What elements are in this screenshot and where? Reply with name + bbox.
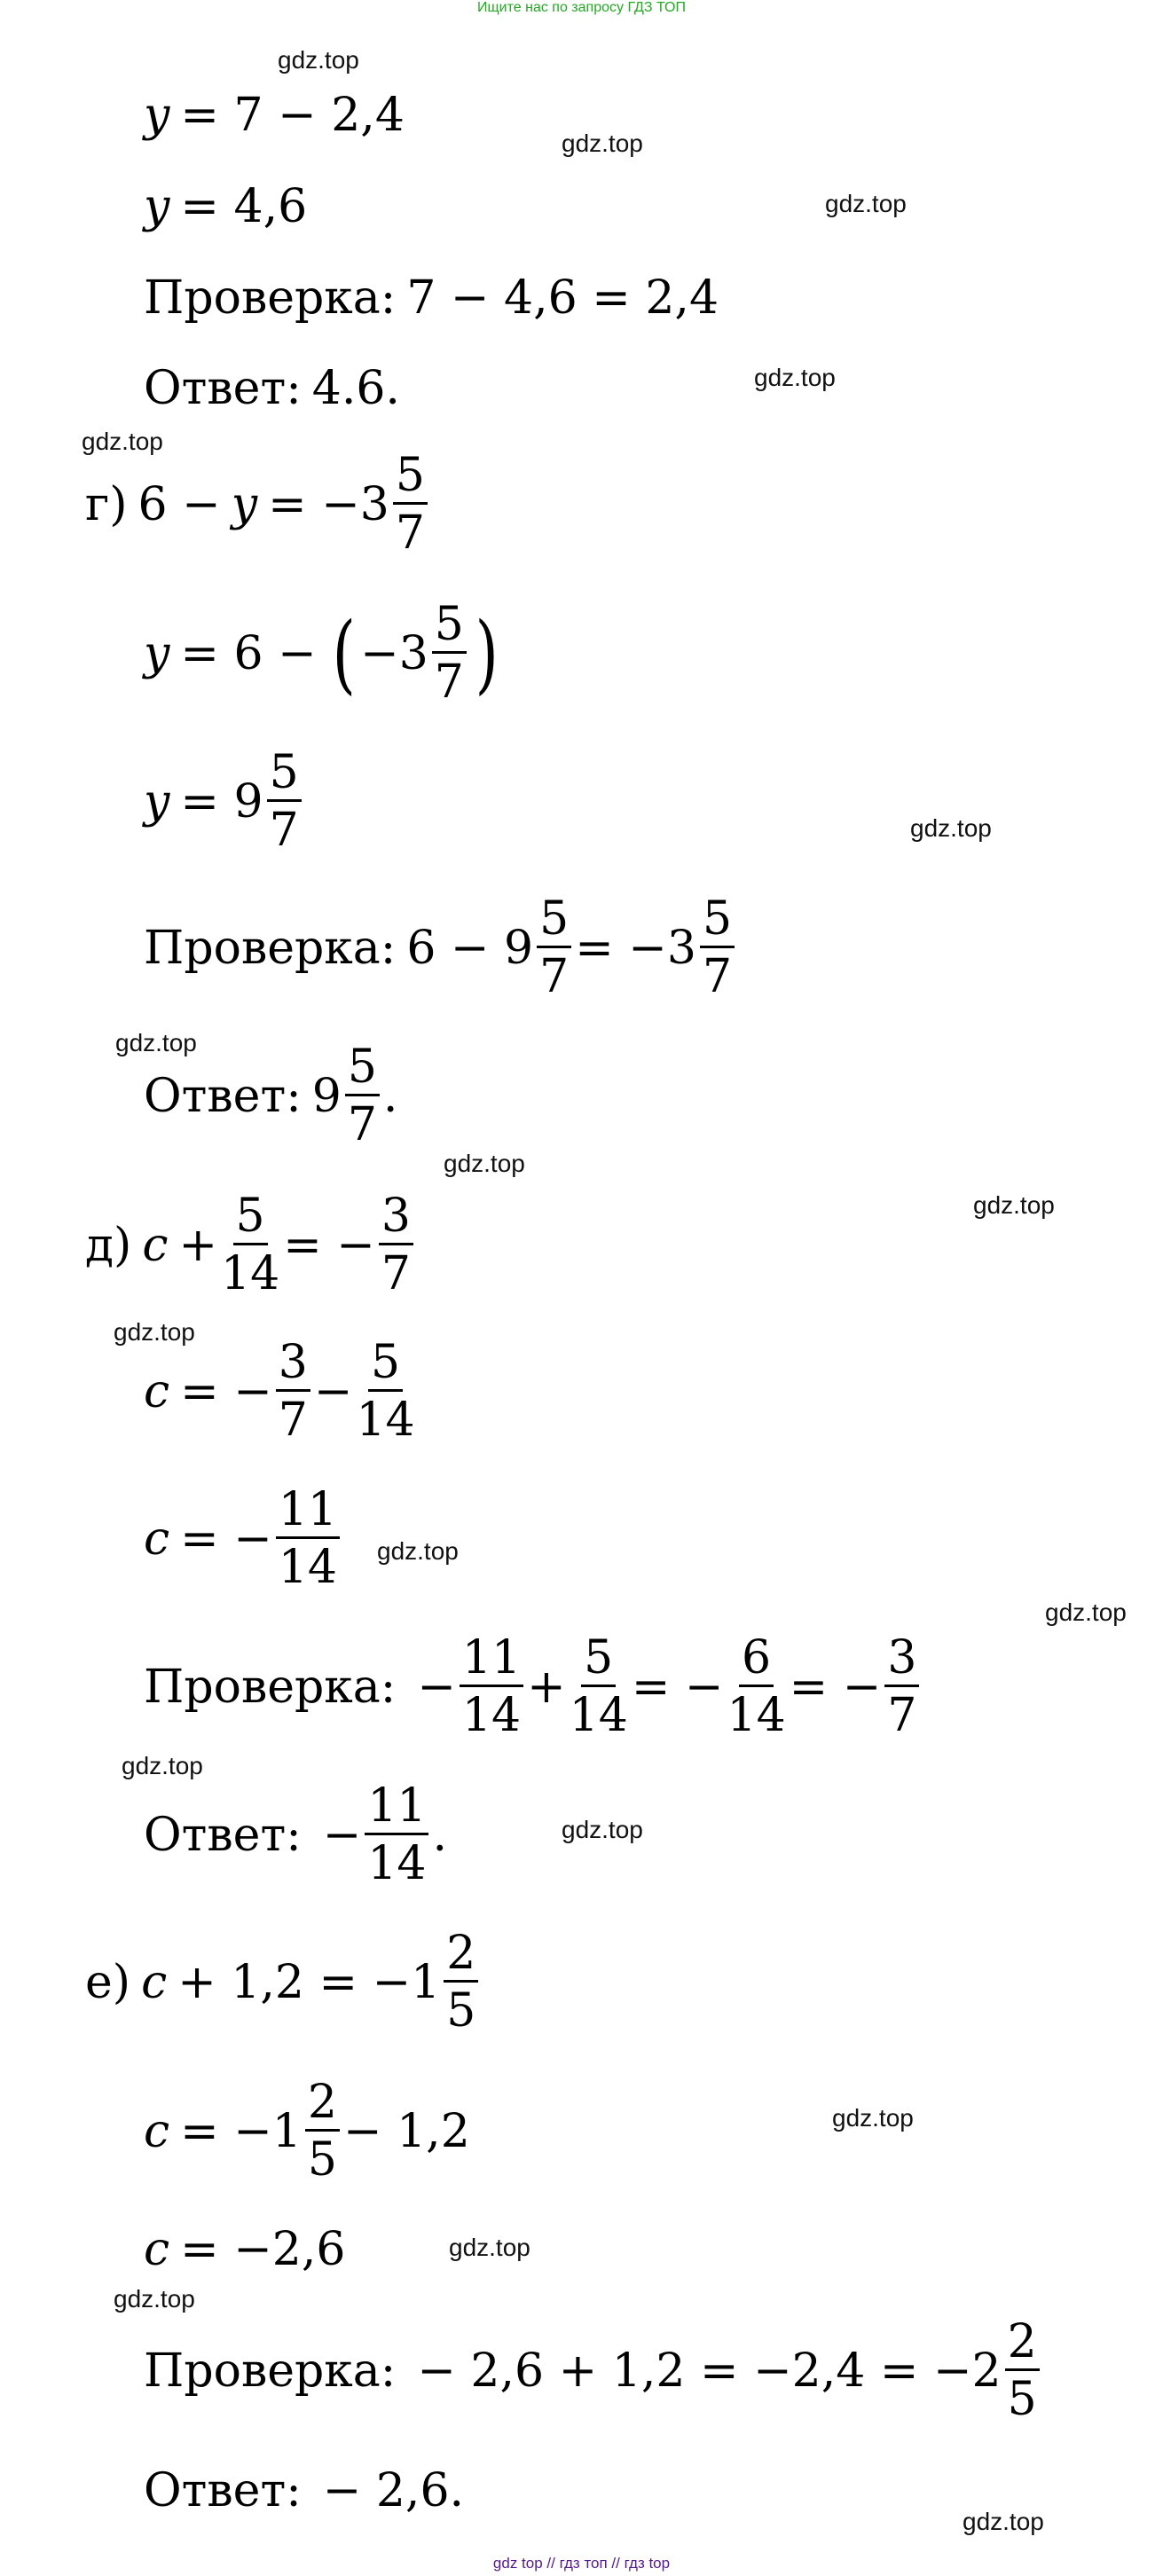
- watermark: gdz.top: [832, 2104, 914, 2132]
- fraction: $\frac{5}{7}$: [345, 1044, 380, 1148]
- fraction: $\frac{11}{14}$: [460, 1635, 523, 1739]
- answer-line: Ответ: 4.6.: [144, 362, 400, 415]
- answer-line: Ответ: − 2,6.: [144, 2464, 465, 2517]
- fraction: $\frac{5}{7}$: [267, 750, 302, 853]
- watermark: gdz.top: [377, 1537, 459, 1565]
- problem-d: д) c + $\frac{5}{14}$ = − $\frac{3}{7}$: [85, 1193, 417, 1297]
- equation-line: y = 9 $\frac{5}{7}$: [144, 750, 305, 853]
- fraction: $\frac{2}{5}$: [444, 1930, 478, 2034]
- problem-g: г) 6 − y = −3 $\frac{5}{7}$: [85, 452, 431, 556]
- fraction: $\frac{5}{7}$: [432, 601, 467, 705]
- problem-e: е) c + 1,2 = −1 $\frac{2}{5}$: [85, 1930, 482, 2034]
- watermark: gdz.top: [114, 1318, 195, 1346]
- fraction: $\frac{5}{7}$: [700, 896, 735, 1000]
- watermark: gdz.top: [754, 364, 836, 391]
- fraction: $\frac{11}{14}$: [276, 1487, 340, 1590]
- fraction: $\frac{5}{14}$: [356, 1336, 415, 1447]
- equation-line: y = 7 − 2,4: [144, 89, 405, 142]
- check-line: Проверка: − 2,6 + 1,2 = −2,4 = −2 $\frac{2}{5}$: [144, 2319, 1043, 2423]
- watermark: gdz.top: [963, 2508, 1044, 2535]
- answer-line: Ответ: 9 $\frac{5}{7}$ .: [144, 1041, 398, 1151]
- fraction: $\frac{11}{14}$: [365, 1783, 428, 1887]
- equation-line: c = − $\frac{11}{14}$: [144, 1487, 343, 1590]
- fraction: $\frac{5}{14}$: [569, 1631, 628, 1742]
- watermark: gdz.top: [449, 2234, 530, 2261]
- footer-links[interactable]: gdz top // гдз топ // гдз top: [492, 2555, 671, 2572]
- fraction: $\frac{6}{14}$: [727, 1631, 786, 1742]
- answer-line: Ответ: − $\frac{11}{14}$ .: [144, 1779, 448, 1890]
- equation-line: c = −1 $\frac{2}{5}$ − 1,2: [144, 2076, 470, 2187]
- watermark: gdz.top: [122, 1752, 203, 1779]
- check-line: Проверка: 6 − 9 $\frac{5}{7}$ = −3 $\frac{5}{7}$: [144, 896, 738, 1000]
- watermark: gdz.top: [562, 130, 643, 157]
- search-banner[interactable]: Ищите нас по запросу ГДЗ ТОП: [477, 0, 686, 15]
- watermark: gdz.top: [973, 1191, 1055, 1219]
- equation-line: y = 6 − ( −3 $\frac{5}{7}$ ): [144, 598, 499, 709]
- fraction: $\frac{3}{7}$: [379, 1193, 413, 1297]
- fraction: $\frac{3}{7}$: [884, 1635, 919, 1739]
- fraction: $\frac{2}{5}$: [305, 2079, 340, 2183]
- watermark: gdz.top: [1045, 1598, 1127, 1626]
- equation-line: y = 4,6: [144, 180, 308, 233]
- watermark: gdz.top: [910, 814, 992, 842]
- watermark: gdz.top: [444, 1150, 525, 1177]
- fraction: $\frac{3}{7}$: [276, 1339, 310, 1443]
- watermark: gdz.top: [82, 428, 163, 455]
- watermark: gdz.top: [825, 190, 907, 217]
- check-line: Проверка: 7 − 4,6 = 2,4: [144, 271, 719, 325]
- equation-line: c = − $\frac{3}{7}$ − $\frac{5}{14}$: [144, 1336, 415, 1447]
- check-line: Проверка: − $\frac{11}{14}$ + $\frac{5}{14}$ = − $\frac{6}{14}$ = − $\frac{3}{7}$: [144, 1635, 923, 1739]
- watermark: gdz.top: [562, 1816, 643, 1843]
- watermark: gdz.top: [115, 1029, 197, 1056]
- fraction: $\frac{5}{7}$: [537, 896, 571, 1000]
- fraction: $\frac{2}{5}$: [1005, 2319, 1040, 2423]
- equation-line: c = −2,6: [144, 2223, 346, 2276]
- fraction: $\frac{5}{14}$: [221, 1190, 280, 1300]
- watermark: gdz.top: [114, 2285, 195, 2313]
- watermark: gdz.top: [278, 46, 359, 74]
- fraction: $\frac{5}{7}$: [393, 452, 428, 556]
